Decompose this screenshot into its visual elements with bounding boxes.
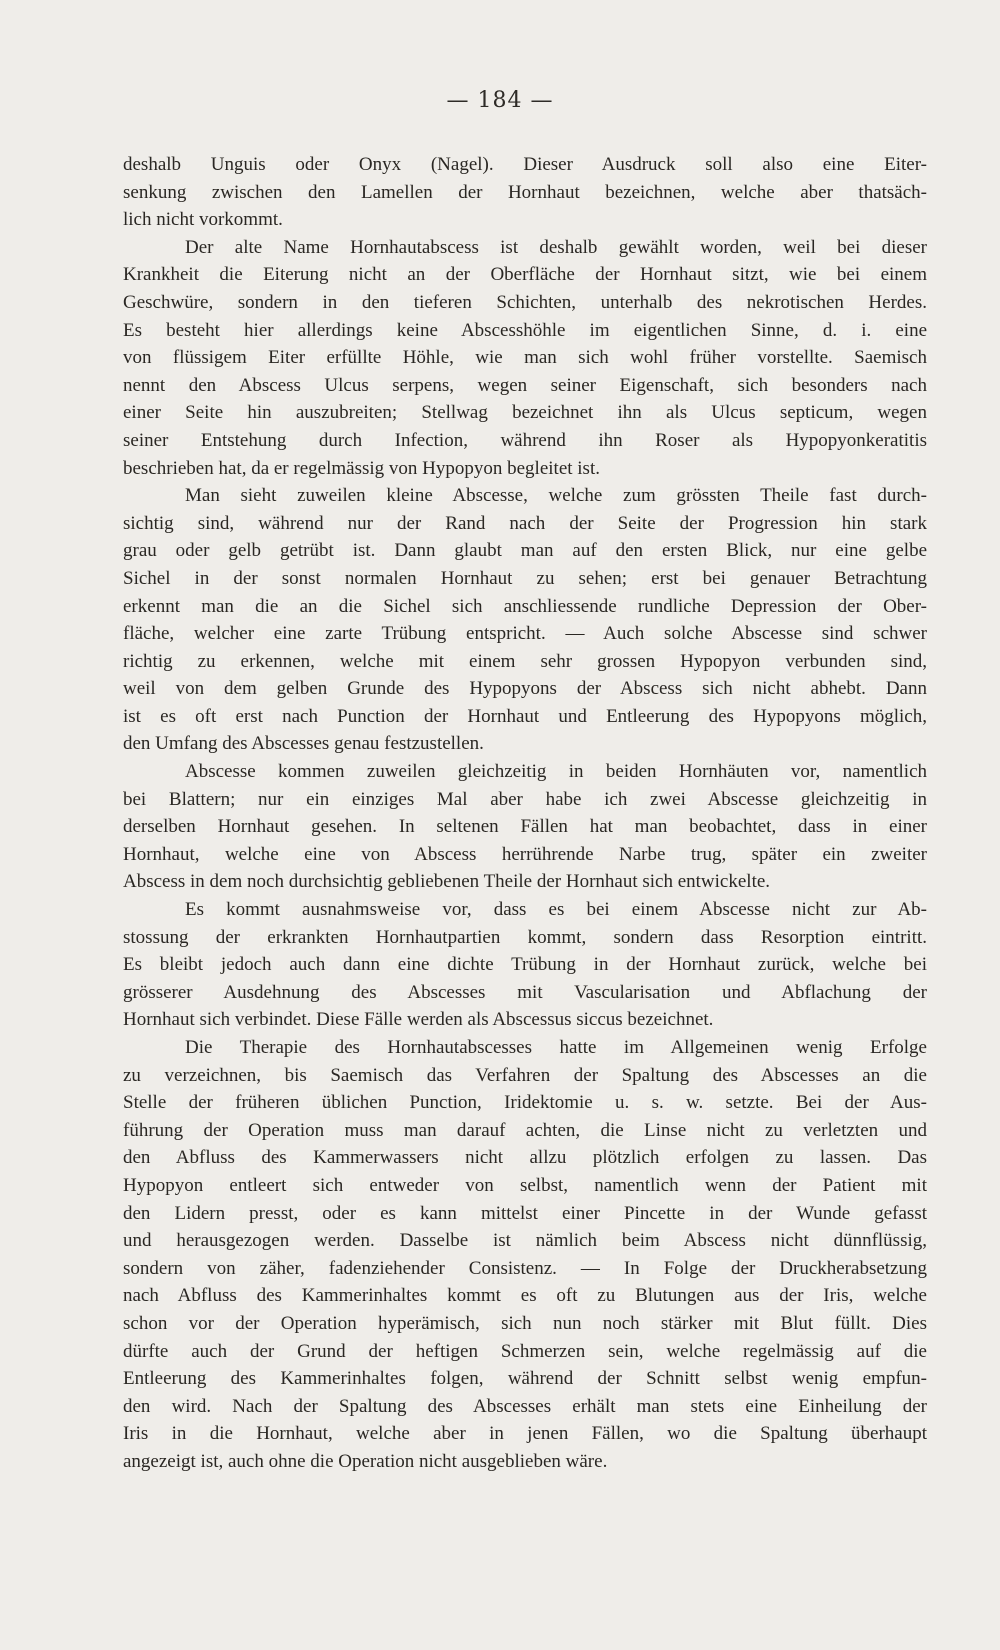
text-line: den Abfluss des Kammerwassers nicht allzu plötzlich erfolgen zu lassen. Das: [123, 1147, 927, 1169]
text-line: sichtig sind, während nur der Rand nach der Seite der Progression hin stark: [123, 512, 927, 534]
text-line: schon vor der Operation hyperämisch, sich nun noch stärker mit Blut füllt. Dies: [123, 1312, 927, 1334]
text-line: erkennt man die an die Sichel sich anschliessende rundliche Depression der Ober-: [123, 595, 927, 617]
text-line: Stelle der früheren üblichen Punction, Iridektomie u. s. w. setzte. Bei der Aus-: [123, 1092, 927, 1114]
text-line: senkung zwischen den Lamellen der Hornhaut bezeichnen, welche aber thatsäch-: [123, 181, 927, 203]
text-line: nennt den Abscess Ulcus serpens, wegen seiner Eigenschaft, sich besonders nach: [123, 374, 927, 396]
text-line: den Lidern presst, oder es kann mittelst einer Pincette in der Wunde gefasst: [123, 1202, 927, 1224]
text-line: fläche, welcher eine zarte Trübung entspricht. — Auch solche Abscesse sind schwer: [123, 623, 927, 645]
text-line: weil von dem gelben Grunde des Hypopyons der Abscess sich nicht abhebt. Dann: [123, 678, 927, 700]
text-line: Hypopyon entleert sich entweder von selbst, namentlich wenn der Patient mit: [123, 1174, 927, 1196]
text-line: dürfte auch der Grund der heftigen Schmerzen sein, welche regelmässig auf die: [123, 1340, 927, 1362]
text-line: Es bleibt jedoch auch dann eine dichte Trübung in der Hornhaut zurück, welche bei: [123, 954, 927, 976]
text-line: grau oder gelb getrübt ist. Dann glaubt man auf den ersten Blick, nur eine gelbe: [123, 540, 927, 562]
text-line: Es kommt ausnahmsweise vor, dass es bei einem Abscesse nicht zur Ab-: [185, 899, 927, 921]
text-line: den wird. Nach der Spaltung des Abscesses erhält man stets eine Einheilung der: [123, 1395, 927, 1417]
text-line: lich nicht vorkommt.: [123, 209, 283, 231]
text-line: Sichel in der sonst normalen Hornhaut zu sehen; erst bei genauer Betrachtung: [123, 567, 927, 589]
text-line: Abscesse kommen zuweilen gleichzeitig in beiden Hornhäuten vor, namentlich: [185, 761, 927, 783]
text-line: beschrieben hat, da er regelmässig von Hypopyon begleitet ist.: [123, 457, 600, 479]
text-line: Es besteht hier allerdings keine Abscesshöhle im eigentlichen Sinne, d. i. eine: [123, 319, 927, 341]
text-line: grösserer Ausdehnung des Abscesses mit Vascularisation und Abflachung der: [123, 981, 927, 1003]
text-line: den Umfang des Abscesses genau festzustellen.: [123, 733, 484, 755]
text-line: Der alte Name Hornhautabscess ist deshalb gewählt worden, weil bei dieser: [185, 236, 927, 258]
text-line: nach Abfluss des Kammerinhaltes kommt es oft zu Blutungen aus der Iris, welche: [123, 1285, 927, 1307]
text-line: Die Therapie des Hornhautabscesses hatte im Allgemeinen wenig Erfolge: [185, 1037, 927, 1058]
text-line: einer Seite hin auszubreiten; Stellwag bezeichnet ihn als Ulcus septicum, wegen: [123, 402, 927, 424]
text-line: Krankheit die Eiterung nicht an der Oberfläche der Hornhaut sitzt, wie bei einem: [123, 264, 927, 286]
text-line: Entleerung des Kammerinhaltes folgen, während der Schnitt selbst wenig empfun-: [123, 1368, 927, 1390]
text-line: ist es oft erst nach Punction der Hornhaut und Entleerung des Hypopyons möglich,: [123, 705, 927, 727]
text-line: zu verzeichnen, bis Saemisch das Verfahren der Spaltung des Abscesses an die: [123, 1064, 927, 1086]
text-line: von flüssigem Eiter erfüllte Höhle, wie man sich wohl früher vorstellte. Saemisch: [123, 347, 927, 369]
text-line: Hornhaut, welche eine von Abscess herrührende Narbe trug, später ein zweiter: [123, 843, 927, 865]
text-line: führung der Operation muss man darauf achten, die Linse nicht zu verletzten und: [123, 1119, 927, 1141]
text-line: derselben Hornhaut gesehen. In seltenen Fällen hat man beobachtet, dass in einer: [123, 816, 927, 838]
text-line: Man sieht zuweilen kleine Abscesse, welche zum grössten Theile fast durch-: [185, 485, 927, 507]
body-text: [123, 151, 927, 1476]
text-line: und herausgezogen werden. Dasselbe ist nämlich beim Abscess nicht dünnflüssig,: [123, 1230, 927, 1252]
text-line: stossung der erkrankten Hornhautpartien kommt, sondern dass Resorption eintritt.: [123, 926, 927, 948]
text-line: sondern von zäher, fadenziehender Consistenz. — In Folge der Druckherabsetzung: [123, 1257, 927, 1279]
text-line: angezeigt ist, auch ohne die Operation nicht ausgeblieben wäre.: [123, 1450, 608, 1472]
text-line: Geschwüre, sondern in den tieferen Schichten, unterhalb des nekrotischen Herdes.: [123, 291, 927, 313]
text-line: Abscess in dem noch durchsichtig gebliebenen Theile der Hornhaut sich entwickelte.: [123, 871, 771, 893]
text-line: Hornhaut sich verbindet. Diese Fälle werden als Abscessus siccus bezeichnet.: [123, 1009, 714, 1031]
text-line: seiner Entstehung durch Infection, während ihn Roser als Hypopyonkeratitis: [123, 429, 927, 451]
text-line: richtig zu erkennen, welche mit einem sehr grossen Hypopyon verbunden sind,: [123, 650, 927, 672]
page-number: — 184 —: [446, 88, 554, 113]
text-line: deshalb Unguis oder Onyx (Nagel). Dieser Ausdruck soll also eine Eiter-: [123, 154, 927, 175]
text-line: Iris in die Hornhaut, welche aber in jenen Fällen, wo die Spaltung überhaupt: [123, 1423, 927, 1445]
text-line: bei Blattern; nur ein einziges Mal aber habe ich zwei Abscesse gleichzeitig in: [123, 788, 927, 810]
